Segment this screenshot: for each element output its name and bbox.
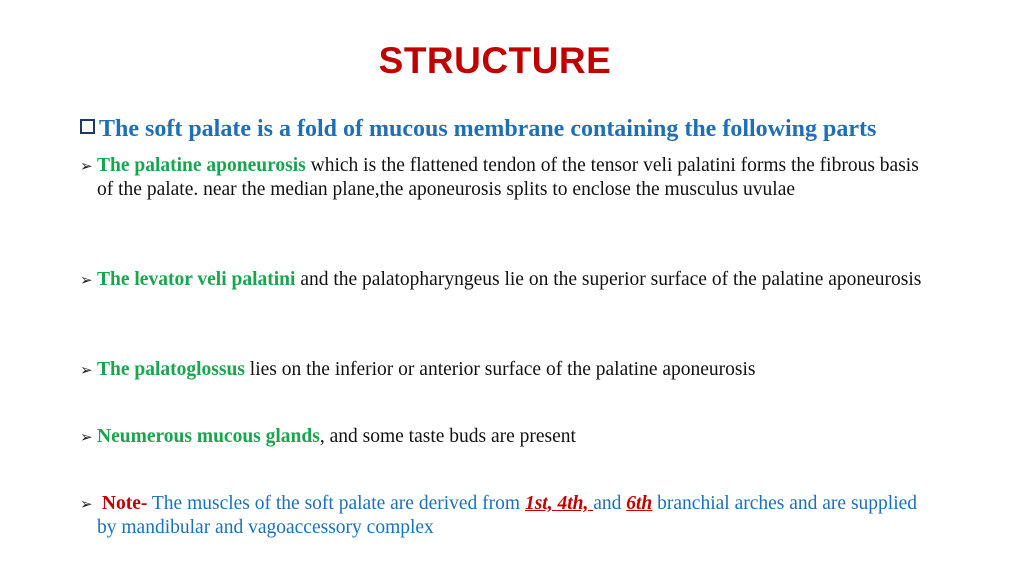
arrowhead-icon: ➢ [80, 271, 93, 289]
list-item-text: which is the flattened tendon of the tensor veli palatini forms the fibrous basis of the palate. near the median plane,the aponeurosis splits to enclose the musculus uvulae [97, 155, 919, 200]
note-item [80, 492, 930, 540]
list-item-term: Neumerous mucous glands [97, 426, 320, 447]
checkbox-square-icon [80, 119, 95, 134]
list-item [80, 268, 930, 292]
list-item-term: The palatine aponeurosis [97, 155, 306, 176]
note-text: The muscles of the soft palate are derived from [147, 493, 525, 514]
section-heading [80, 116, 1000, 143]
section-heading-text: The soft palate is a fold of mucous membrane containing the following parts [99, 116, 877, 142]
slide-title: STRUCTURE [378, 40, 612, 81]
note-and: and [593, 493, 627, 514]
note-label: Note- [101, 493, 148, 514]
arrowhead-icon: ➢ [80, 428, 93, 446]
list-item-text: and the palatopharyngeus lie on the superior surface of the palatine aponeurosis [295, 269, 922, 290]
list-item [80, 154, 930, 202]
list-item-text: , and some taste buds are present [319, 426, 576, 447]
arrowhead-icon: ➢ [80, 157, 93, 175]
note-arches-first: 1st, 4th, [524, 493, 594, 514]
list-item-text: lies on the inferior or anterior surface of the palatine aponeurosis [244, 359, 756, 380]
list-item [80, 358, 930, 382]
list-item-term: The levator veli palatini [97, 269, 296, 290]
arrowhead-icon: ➢ [80, 495, 93, 513]
note-text-end: branchial arches and are supplied by mandibular and vagoaccessory complex [97, 493, 918, 538]
list-item-term: The palatoglossus [97, 359, 245, 380]
arrowhead-icon: ➢ [80, 361, 93, 379]
note-arches-sixth: 6th [626, 493, 653, 514]
list-item [80, 425, 930, 449]
